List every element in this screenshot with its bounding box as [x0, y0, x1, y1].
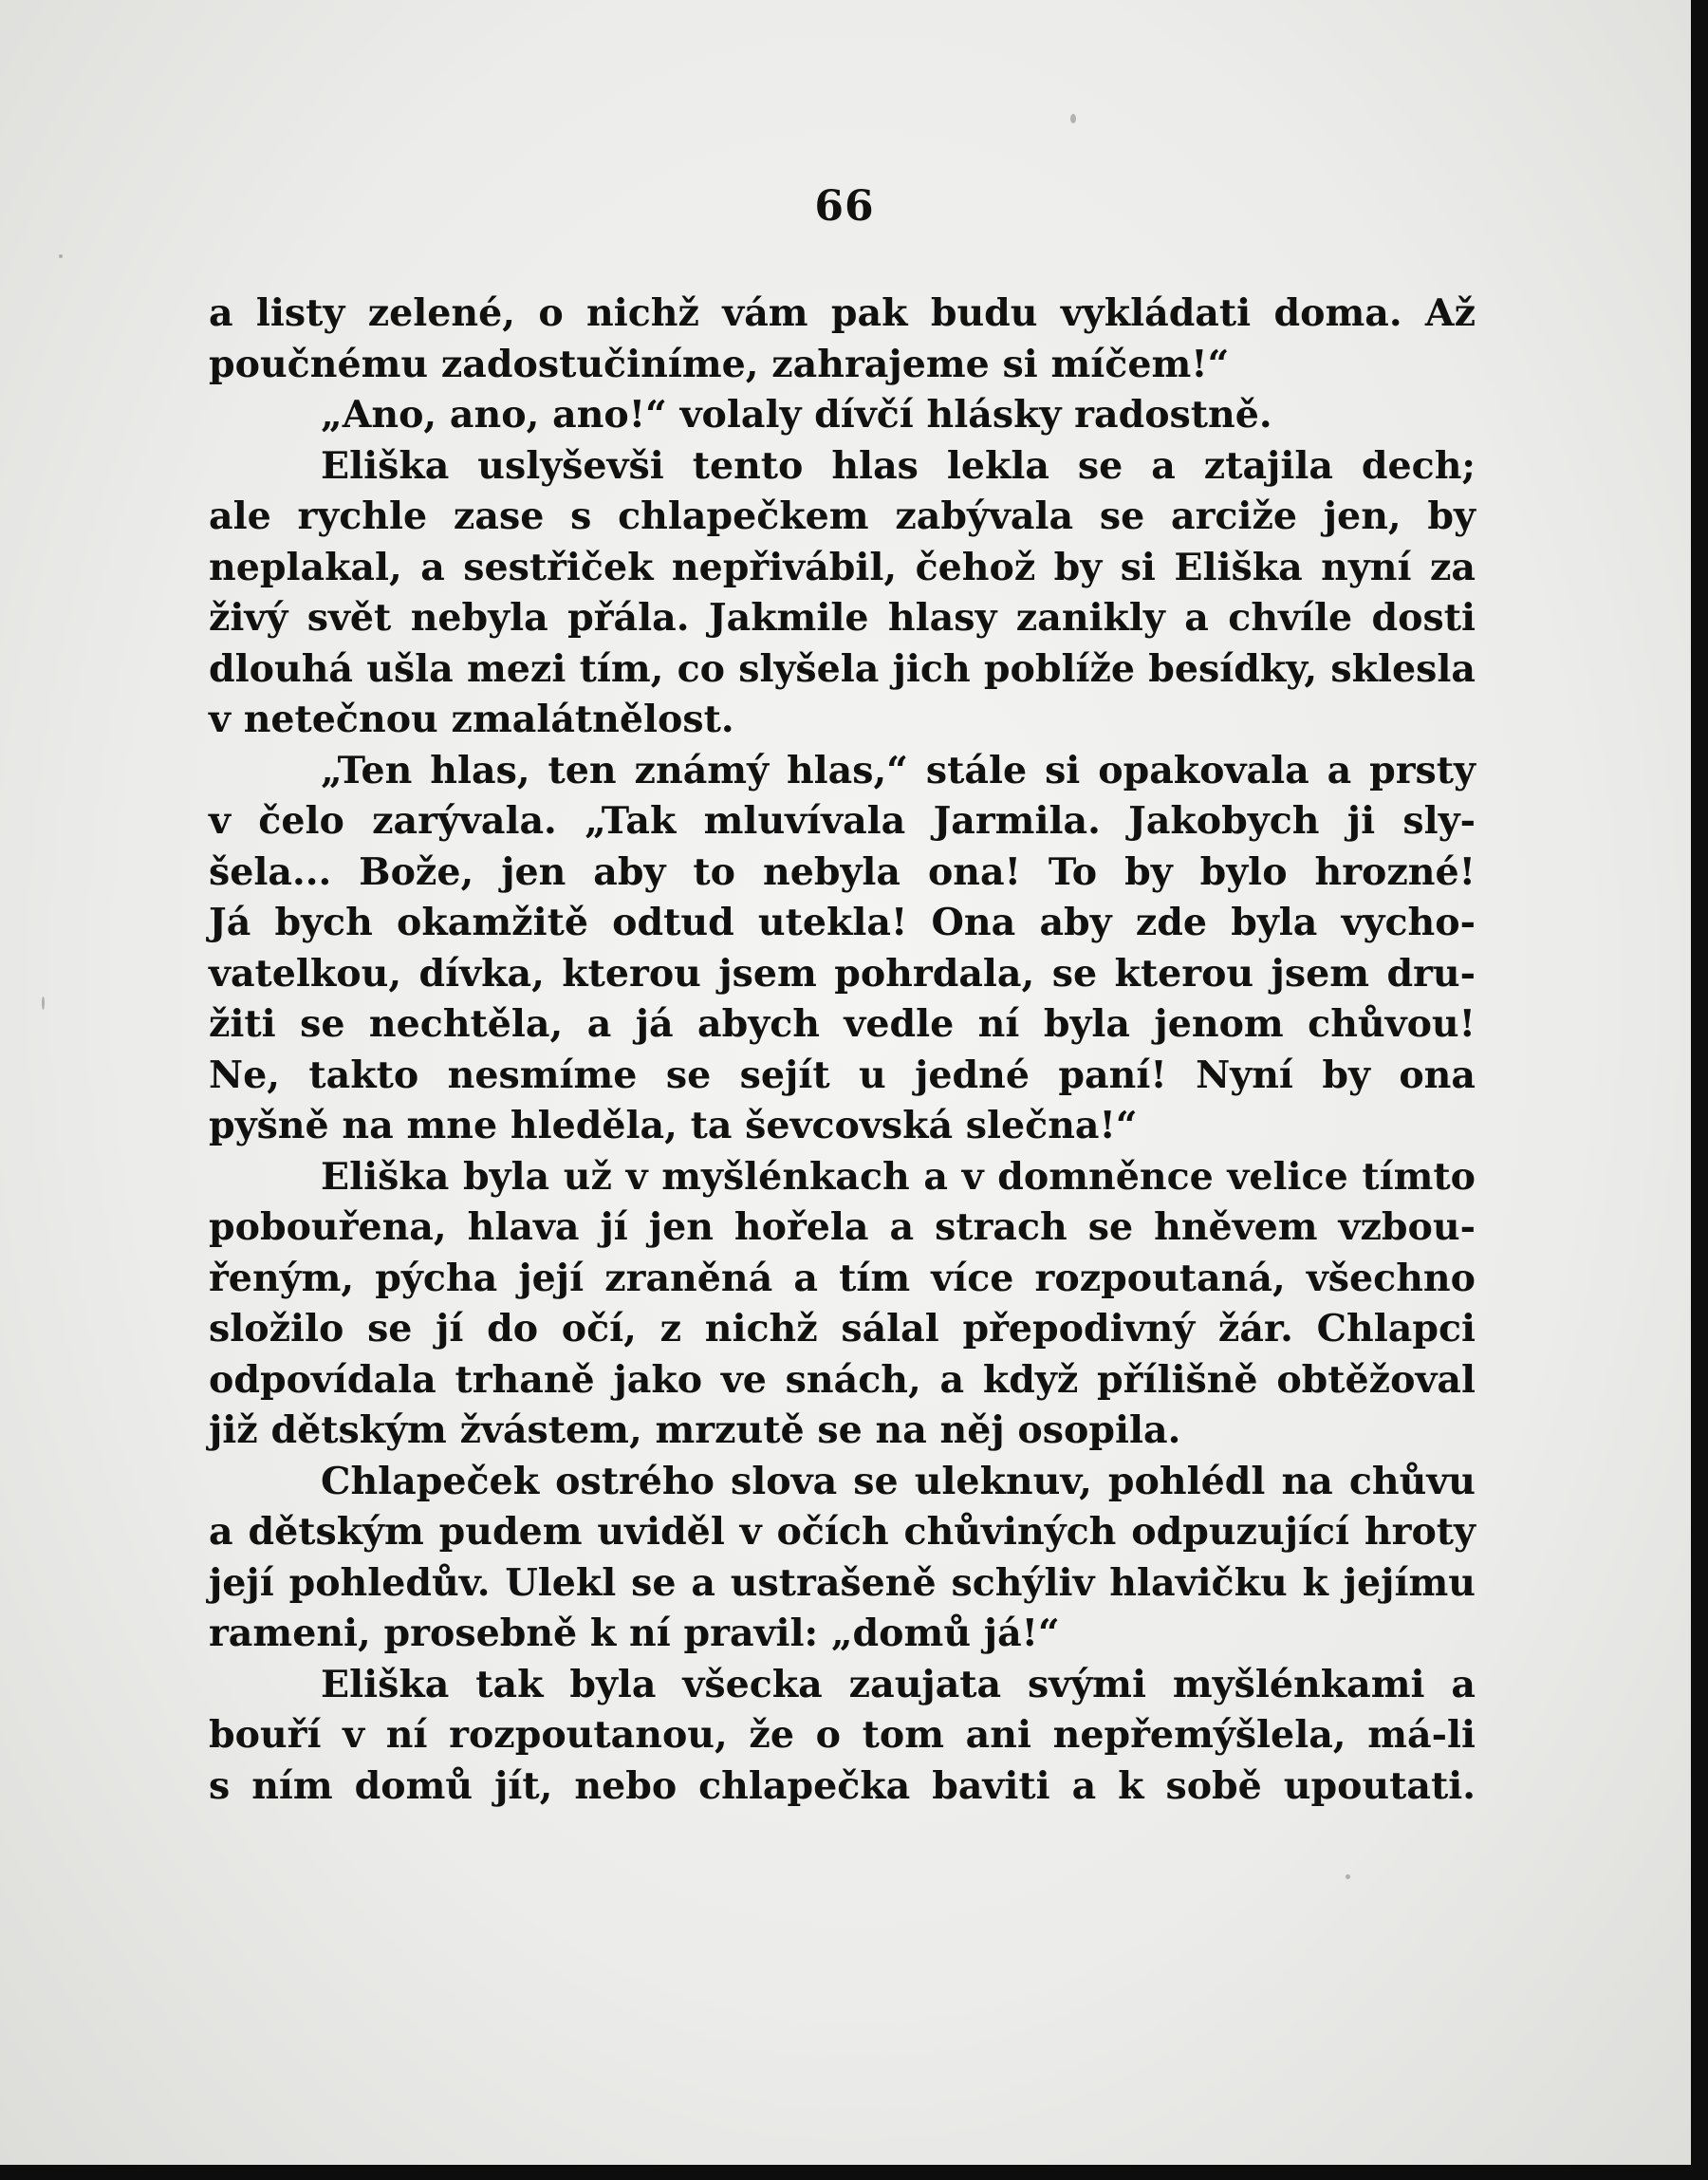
- paper-speck: [42, 997, 45, 1010]
- text-line: řeným, pýcha její zraněná a tím více rozpoutaná, všechno: [209, 1256, 1476, 1300]
- text-line: v netečnou zmalátnělost.: [209, 698, 734, 741]
- body-text: [209, 289, 1476, 1812]
- paper-speck: [1070, 114, 1076, 123]
- text-line: složilo se jí do očí, z nichž sálal přepodivný žár. Chlapci: [209, 1307, 1476, 1351]
- text-line: její pohledův. Ulekl se a ustrašeně schýliv hlavičku k jejímu: [209, 1560, 1476, 1605]
- text-line: bouří v ní rozpoutanou, že o tom ani nepřemýšlela, má-li: [209, 1713, 1476, 1757]
- text-line: v čelo zarývala. „Tak mluvívala Jarmila. Jakobych ji sly-: [209, 799, 1476, 843]
- text-line: „Ten hlas, ten známý hlas,“ stále si opakovala a prsty: [321, 748, 1476, 792]
- scan-edge-right: [1691, 0, 1708, 2180]
- text-line: Eliška uslyševši tento hlas lekla se a ztajila dech;: [321, 443, 1476, 488]
- text-line: a listy zelené, o nichž vám pak budu vykládati doma. Až: [209, 291, 1476, 335]
- text-line: Eliška byla už v myšlénkach a v domněnce velice tímto: [321, 1154, 1476, 1199]
- text-line: šela... Bože, jen aby to nebyla ona! To by bylo hrozné!: [209, 849, 1476, 894]
- text-line: s ním domů jít, nebo chlapečka baviti a k sobě upoutati.: [209, 1763, 1476, 1808]
- scan-edge-bottom: [0, 2165, 1708, 2180]
- text-line: poučnému zadostučiníme, zahrajeme si míčem!“: [209, 342, 1230, 386]
- text-line: odpovídala trhaně jako ve snách, a když přílišně obtěžoval: [209, 1357, 1476, 1402]
- text-line: vatelkou, dívka, kterou jsem pohrdala, se kterou jsem dru-: [209, 951, 1476, 996]
- paper-speck: [59, 254, 63, 258]
- text-line: živý svět nebyla přála. Jakmile hlasy zanikly a chvíle dosti: [209, 596, 1476, 640]
- text-line: a dětským pudem uviděl v očích chůviných odpuzující hroty: [209, 1510, 1476, 1554]
- text-line: „Ano, ano, ano!“ volaly dívčí hlásky radostně.: [321, 393, 1272, 437]
- text-line: rameni, prosebně k ní pravil: „domů já!“: [209, 1612, 1060, 1655]
- text-line: Já bych okamžitě odtud utekla! Ona aby zde byla vycho-: [209, 901, 1476, 944]
- page-number: 66: [814, 182, 875, 231]
- text-line: již dětským žvástem, mrzutě se na něj osopila.: [209, 1408, 1181, 1452]
- text-line: ale rychle zase s chlapečkem zabývala se arciže jen, by: [209, 494, 1476, 538]
- text-line: pobouřena, hlava jí jen hořela a strach se hněvem vzbou-: [209, 1205, 1476, 1249]
- text-line: dlouhá ušla mezi tím, co slyšela jich poblíže besídky, sklesla: [209, 646, 1476, 691]
- text-line: Chlapeček ostrého slova se uleknuv, pohlédl na chůvu: [321, 1459, 1476, 1503]
- text-line: neplakal, a sestřiček nepřivábil, čehož by si Eliška nyní za: [209, 545, 1476, 589]
- text-line: Ne, takto nesmíme se sejít u jedné paní! Nyní by ona: [209, 1053, 1476, 1097]
- text-line: pyšně na mne hleděla, ta ševcovská slečna!“: [209, 1104, 1138, 1147]
- text-line: žiti se nechtěla, a já abych vedle ní byla jenom chůvou!: [209, 1002, 1476, 1046]
- paper-speck: [1346, 1874, 1350, 1879]
- text-line: Eliška tak byla všecka zaujata svými myšlénkami a: [321, 1662, 1476, 1706]
